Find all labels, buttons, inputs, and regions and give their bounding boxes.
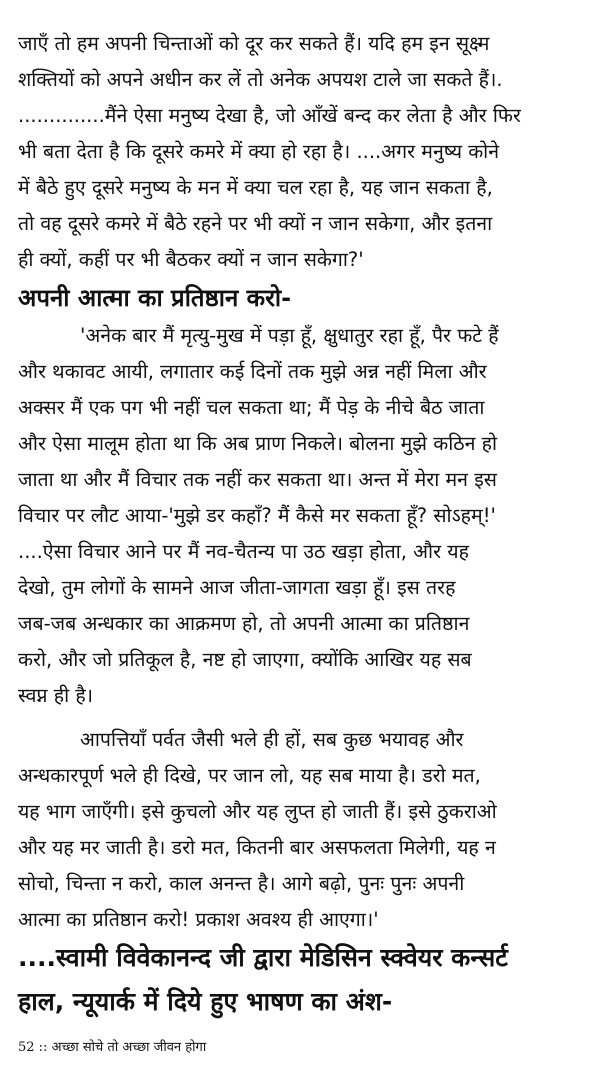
paragraph-2-line: देखो, तुम लोगों के सामने आज जीता-जागता खड़ा हूँ। इस तरह [18,576,456,599]
paragraph-1-line: ही क्यों, कहीं पर भी बैठकर क्यों न जान सकेगा?' [18,248,364,271]
paragraph-2-line: 'अनेक बार मैं मृत्यु-मुख में पड़ा हूँ, क्षुधातुर रहा हूँ, पैर फटे हैं [80,324,499,347]
paragraph-2-line: और ऐसा मालूम होता था कि अब प्राण निकले। बोलना मुझे कठिन हो [18,432,498,455]
page-footer: 52 :: अच्छा सोचे तो अच्छा जीवन होगा [18,1040,207,1055]
paragraph-2-line: करो, और जो प्रतिकूल है, नष्ट हो जाएगा, क्योंकि आखिर यह सब [18,648,472,671]
paragraph-3-line: सोचो, चिन्ता न करो, काल अनन्त है। आगे बढ़ो, पुनः पुनः अपनी [18,872,465,895]
paragraph-2-line: जब-जब अन्धकार का आक्रमण हो, तो अपनी आत्मा का प्रतिष्ठान [18,612,470,635]
paragraph-2-line: विचार पर लौट आया-'मुझे डर कहाँ? मैं कैसे मर सकता हूँ? सोऽहम्!' [18,504,496,527]
paragraph-2-line: स्वप्न ही है। [18,684,94,707]
section-heading: अपनी आत्मा का प्रतिष्ठान करो- [18,284,292,312]
paragraph-3-line: अन्धकारपूर्ण भले ही दिखे, पर जान लो, यह सब माया है। डरो मत, [18,764,481,787]
attribution-heading: हाल, न्यूयार्क में दिये हुए भाषण का अंश- [18,987,393,1016]
paragraph-2-line: जाता था और मैं विचार तक नहीं कर सकता था। अन्त में मेरा मन इस [18,468,497,491]
paragraph-3-line: आत्मा का प्रतिष्ठान करो! प्रकाश अवश्य ही आएगा।' [18,908,379,931]
paragraph-1-line: ..............मैंने ऐसा मनुष्य देखा है, जो आँखें बन्द कर लेता है और फिर [18,104,521,127]
attribution-heading: ....स्वामी विवेकानन्द जी द्वारा मेडिसिन स्क्वेयर कन्सर्ट [18,943,508,972]
paragraph-2-line: अक्सर मैं एक पग भी नहीं चल सकता था; मैं पेड़ के नीचे बैठ जाता [18,396,485,419]
paragraph-1-line: तो वह दूसरे कमरे में बैठे रहने पर भी क्यों न जान सकेगा, और इतना [18,212,493,235]
paragraph-1-line: भी बता देता है कि दूसरे कमरे में क्या हो रहा है। ....अगर मनुष्य कोने [18,140,500,163]
paragraph-1-line: जाएँ तो हम अपनी चिन्ताओं को दूर कर सकते हैं। यदि हम इन सूक्ष्म [18,32,490,55]
paragraph-3-line: आपत्तियाँ पर्वत जैसी भले ही हों, सब कुछ भयावह और [80,728,464,751]
paragraph-1-line: में बैठे हुए दूसरे मनुष्य के मन में क्या चल रहा है, यह जान सकता है, [18,176,493,199]
paragraph-3-line: यह भाग जाएँगी। इसे कुचलो और यह लुप्त हो जाती हैं। इसे ठुकराओ [18,800,497,823]
paragraph-3-line: और यह मर जाती है। डरो मत, कितनी बार असफलता मिलेगी, यह न [18,836,496,859]
paragraph-2-line: ....ऐसा विचार आने पर मैं नव-चैतन्य पा उठ खड़ा होता, और यह [18,540,469,563]
paragraph-1-line: शक्तियों को अपने अधीन कर लें तो अनेक अपयश टाले जा सकते हैं।. [18,68,503,91]
paragraph-2-line: और थकावट आयी, लगातार कई दिनों तक मुझे अन्न नहीं मिला और [18,360,487,383]
